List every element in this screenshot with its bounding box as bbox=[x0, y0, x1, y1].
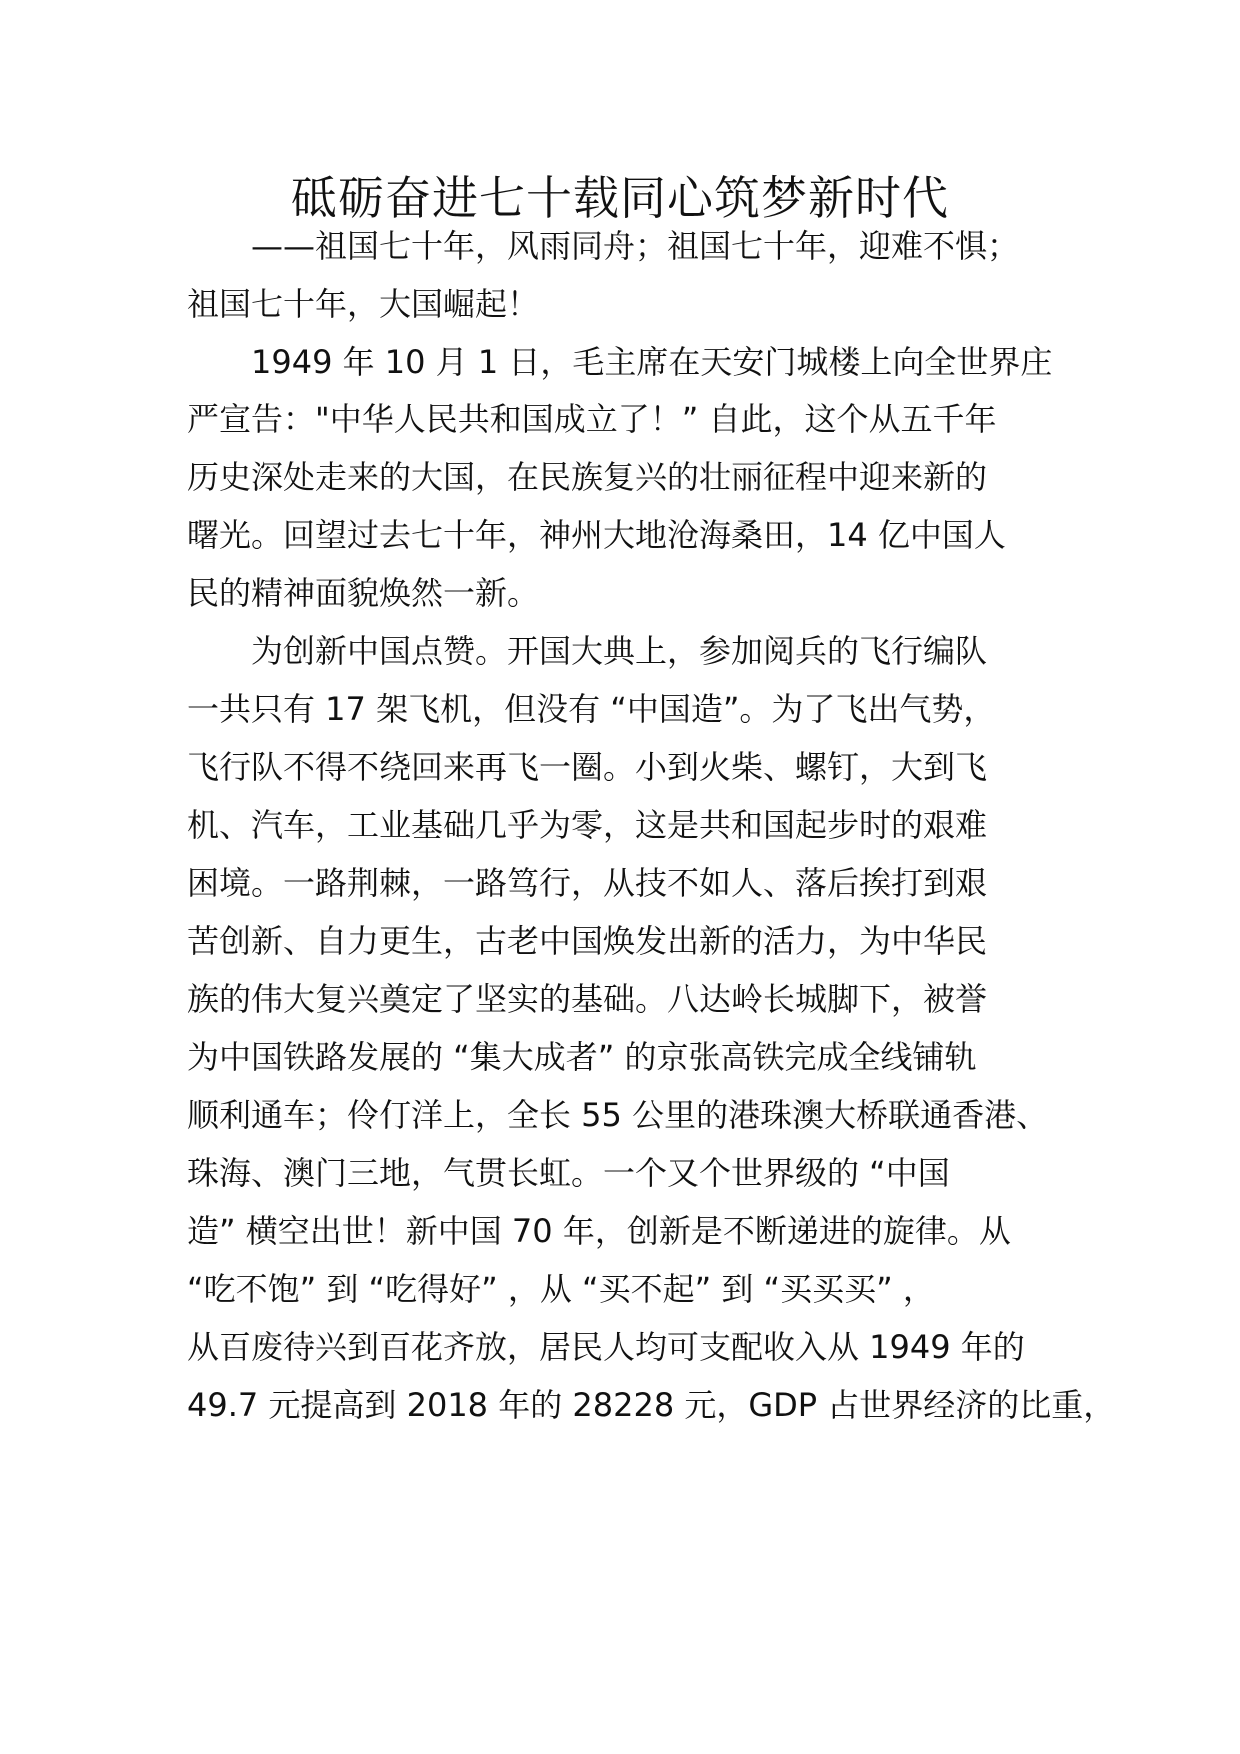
paragraph-1-line-2: 严宣告："中华人民共和国成立了！” 自此，这个从五千年 bbox=[187, 400, 997, 438]
paragraph-2-line-3: 飞行队不得不绕回来再飞一圈。小到火柴、螺钉，大到飞 bbox=[187, 748, 988, 786]
paragraph-2-line-13: 从百废待兴到百花齐放，居民人均可支配收入从 1949 年的 bbox=[187, 1328, 1025, 1366]
paragraph-2-line-11: 造” 横空出世！新中国 70 年，创新是不断递进的旋律。从 bbox=[187, 1212, 1011, 1250]
document-title: 砥砺奋进七十载同心筑梦新时代 bbox=[291, 171, 949, 225]
subtitle-line-1: ——祖国七十年，风雨同舟；祖国七十年，迎难不惧； bbox=[251, 227, 1020, 265]
paragraph-1-line-4: 曙光。回望过去七十年，神州大地沧海桑田，14 亿中国人 bbox=[187, 516, 1006, 554]
paragraph-1-line-1: 1949 年 10 月 1 日，毛主席在天安门城楼上向全世界庄 bbox=[251, 343, 1053, 381]
paragraph-2-line-12: “吃不饱” 到 “吃得好” ，从 “买不起” 到 “买买买” ， bbox=[187, 1270, 935, 1308]
paragraph-2-line-9: 顺利通车；伶仃洋上，全长 55 公里的港珠澳大桥联通香港、 bbox=[187, 1096, 1049, 1134]
paragraph-2-line-8: 为中国铁路发展的 “集大成者” 的京张高铁完成全线铺轨 bbox=[187, 1038, 977, 1076]
paragraph-2-line-10: 珠海、澳门三地，气贯长虹。一个又个世界级的 “中国 bbox=[187, 1154, 950, 1192]
paragraph-2-line-1: 为创新中国点赞。开国大典上，参加阅兵的飞行编队 bbox=[251, 632, 988, 670]
paragraph-1-line-3: 历史深处走来的大国，在民族复兴的壮丽征程中迎来新的 bbox=[187, 458, 988, 496]
paragraph-2-line-14: 49.7 元提高到 2018 年的 28228 元，GDP 占世界经济的比重， bbox=[187, 1386, 1116, 1424]
subtitle-line-2: 祖国七十年，大国崛起！ bbox=[187, 285, 540, 323]
paragraph-2-line-7: 族的伟大复兴奠定了坚实的基础。八达岭长城脚下，被誉 bbox=[187, 980, 988, 1018]
paragraph-2-line-4: 机、汽车，工业基础几乎为零，这是共和国起步时的艰难 bbox=[187, 806, 988, 844]
paragraph-1-line-5: 民的精神面貌焕然一新。 bbox=[187, 574, 540, 612]
paragraph-2-line-5: 困境。一路荆棘，一路笃行，从技不如人、落后挨打到艰 bbox=[187, 864, 988, 902]
paragraph-2-line-6: 苦创新、自力更生，古老中国焕发出新的活力，为中华民 bbox=[187, 922, 988, 960]
paragraph-2-line-2: 一共只有 17 架飞机，但没有 “中国造”。为了飞出气势， bbox=[187, 690, 996, 728]
